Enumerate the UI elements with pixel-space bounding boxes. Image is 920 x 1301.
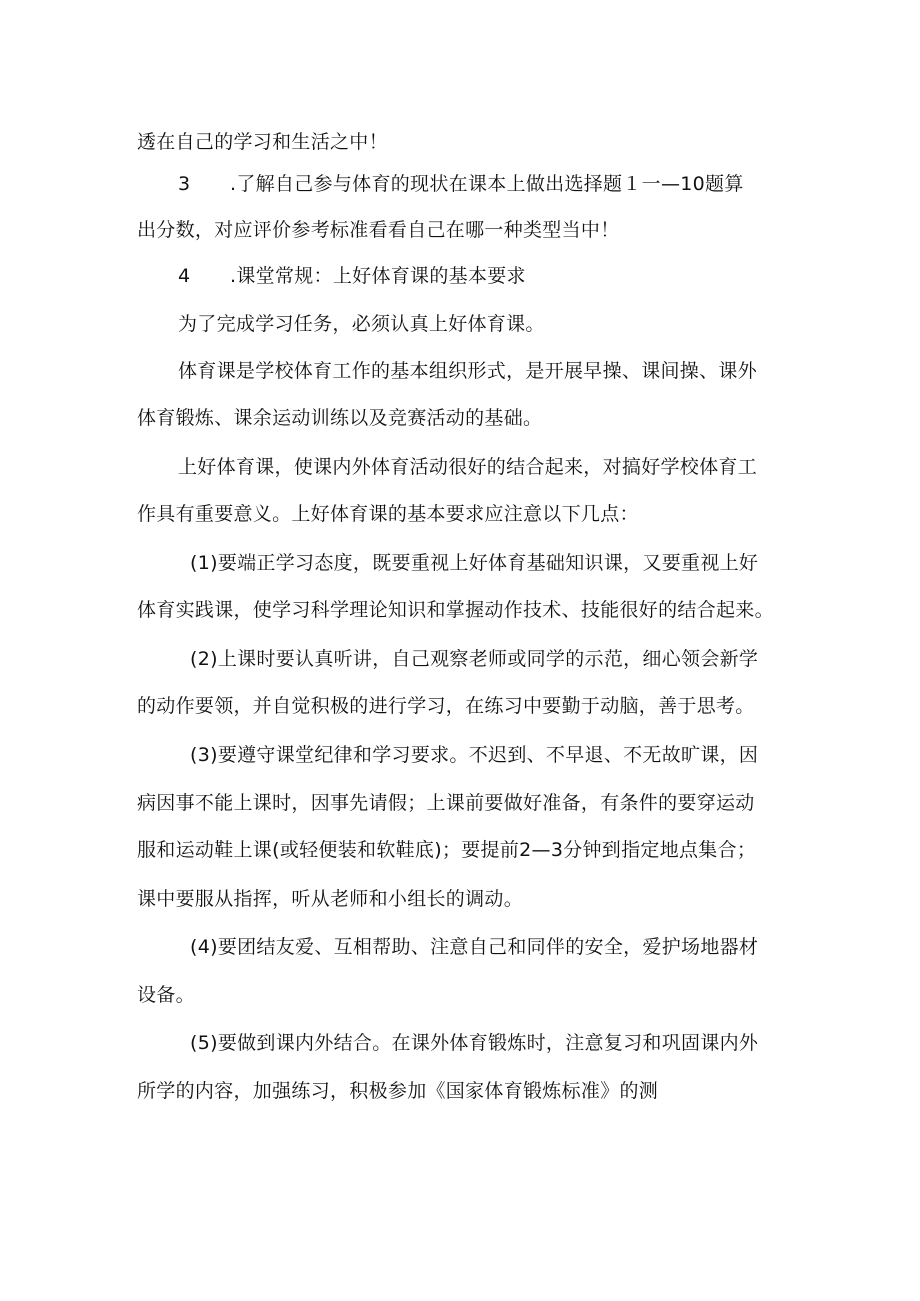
text-line: (3)要遵守课堂纪律和学习要求。不迟到、不早退、不无故旷课，因 bbox=[190, 744, 759, 766]
text-line: 服和运动鞋上课(或轻便装和软鞋底)；要提前2—3分钟到指定地点集合； bbox=[137, 839, 757, 861]
text-line: 病因事不能上课时，因事先请假；上课前要做好准备，有条件的要穿运动 bbox=[137, 792, 755, 814]
text-line: 透在自己的学习和生活之中！ bbox=[137, 131, 388, 153]
text-line: 体育实践课，使学习科学理论知识和掌握动作技术、技能很好的结合起来。 bbox=[137, 599, 774, 621]
list-number: 3 bbox=[178, 173, 191, 195]
text-line: 的动作要领，并自觉积极的进行学习，在练习中要勤于动脑，善于思考。 bbox=[137, 695, 755, 717]
text-line: 课中要服从指挥，听从老师和小组长的调动。 bbox=[137, 888, 524, 910]
text-line: (5)要做到课内外结合。在课外体育锻炼时，注意复习和巩固课内外 bbox=[190, 1032, 759, 1054]
text-line: 设备。 bbox=[137, 984, 195, 1006]
text-line: 出分数，对应评价参考标准看看自己在哪一种类型当中！ bbox=[137, 219, 620, 241]
text-span: .课堂常规：上好体育课的基本要求 bbox=[230, 265, 526, 287]
text-span: .了解自己参与体育的现状在课本上做出选择题１一—10题算 bbox=[230, 173, 744, 195]
list-number: 4 bbox=[178, 265, 191, 287]
text-line: (4)要团结友爱、互相帮助、注意自己和同伴的安全，爱护场地器材 bbox=[190, 936, 759, 958]
text-line bbox=[178, 264, 526, 288]
text-line: 体育锻炼、课余运动训练以及竞赛活动的基础。 bbox=[137, 407, 543, 429]
text-line: 所学的内容，加强练习，积极参加《国家体育锻炼标准》的测 bbox=[137, 1080, 659, 1102]
text-line: (2)上课时要认真听讲，自己观察老师或同学的示范，细心领会新学 bbox=[190, 648, 759, 670]
text-line bbox=[178, 172, 744, 196]
text-line: 体育课是学校体育工作的基本组织形式，是开展早操、课间操、课外 bbox=[178, 360, 758, 382]
text-line: 为了完成学习任务，必须认真上好体育课。 bbox=[178, 313, 545, 335]
text-line: 上好体育课，使课内外体育活动很好的结合起来，对搞好学校体育工 bbox=[178, 456, 758, 478]
text-line: 作具有重要意义。上好体育课的基本要求应注意以下几点： bbox=[137, 503, 639, 525]
text-line: (1)要端正学习态度，既要重视上好体育基础知识课，又要重视上好 bbox=[190, 552, 759, 574]
